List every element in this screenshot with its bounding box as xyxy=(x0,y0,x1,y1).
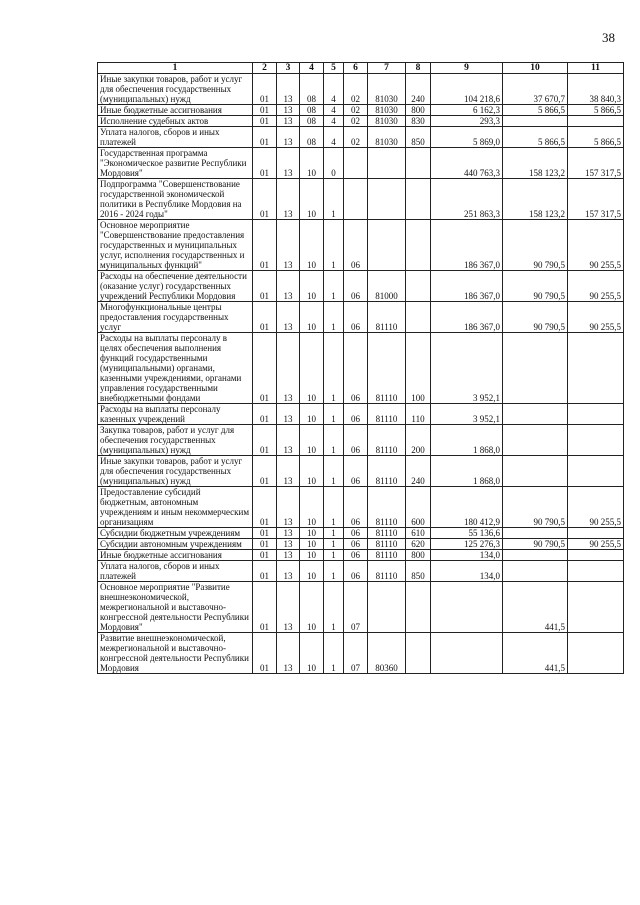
amount-cell-c10: 90 790,5 xyxy=(503,539,568,550)
amount-cell-c10: 5 866,5 xyxy=(503,127,568,148)
row-name: Предоставление субсидий бюджетным, автономным учреждениям и иным некоммерческим организациям xyxy=(100,487,250,527)
amount-cell-c11 xyxy=(568,425,624,456)
code-cell-c8: 110 xyxy=(406,404,431,425)
amount-cell-c9: 1 868,0 xyxy=(431,425,503,456)
amount-cell-c10: 90 790,5 xyxy=(503,302,568,333)
code-cell-c4: 10 xyxy=(300,582,324,633)
code-cell-c3: 13 xyxy=(277,550,300,561)
code-cell-c5: 1 xyxy=(324,404,344,425)
code-cell-c3: 13 xyxy=(277,333,300,404)
code-cell-c2: 01 xyxy=(253,271,277,302)
row-name: Расходы на выплаты персоналу в целях обеспечения выполнения функций государственными (муниципальными) органами, казенными учреждениями, органами управления государственными внебюджетными фондами xyxy=(100,333,242,403)
amount-cell-c9: 5 869,0 xyxy=(431,127,503,148)
amount-cell-c9: 293,3 xyxy=(431,116,503,127)
amount-cell-c10: 441,5 xyxy=(503,582,568,633)
code-cell-c4: 10 xyxy=(300,179,324,220)
code-cell-c3: 13 xyxy=(277,582,300,633)
page-number: 38 xyxy=(602,30,615,45)
amount-cell-c11: 157 317,5 xyxy=(568,148,624,179)
amount-cell-c9: 134,0 xyxy=(431,550,503,561)
code-cell-c5: 1 xyxy=(324,633,344,674)
column-header: 6 xyxy=(344,63,368,74)
code-cell-c2: 01 xyxy=(253,105,277,116)
code-cell-c2: 01 xyxy=(253,116,277,127)
column-header: 4 xyxy=(300,63,324,74)
code-cell-c7: 81110 xyxy=(368,404,406,425)
code-cell-c2: 01 xyxy=(253,220,277,271)
amount-cell-c9 xyxy=(431,582,503,633)
amount-cell-c9: 1 868,0 xyxy=(431,456,503,487)
code-cell-c4: 10 xyxy=(300,561,324,582)
amount-cell-c9: 440 763,3 xyxy=(431,148,503,179)
code-cell-c5: 0 xyxy=(324,148,344,179)
table-row xyxy=(98,220,624,271)
row-name: Уплата налогов, сборов и иных платежей xyxy=(100,127,220,147)
amount-cell-c10 xyxy=(503,561,568,582)
code-cell-c6: 02 xyxy=(344,105,368,116)
table-row xyxy=(98,333,624,404)
row-name: Исполнение судебных актов xyxy=(100,116,209,126)
code-cell-c5: 1 xyxy=(324,456,344,487)
code-cell-c6: 06 xyxy=(344,456,368,487)
amount-cell-c10: 37 670,7 xyxy=(503,74,568,105)
code-cell-c6: 06 xyxy=(344,271,368,302)
table-row xyxy=(98,127,624,148)
code-cell-c7: 80360 xyxy=(368,633,406,674)
table-row xyxy=(98,271,624,302)
table-row xyxy=(98,148,624,179)
amount-cell-c11 xyxy=(568,582,624,633)
table-row xyxy=(98,582,624,633)
code-cell-c5: 4 xyxy=(324,127,344,148)
code-cell-c8: 850 xyxy=(406,561,431,582)
amount-cell-c10 xyxy=(503,333,568,404)
column-header: 8 xyxy=(406,63,431,74)
amount-cell-c9: 180 412,9 xyxy=(431,487,503,528)
code-cell-c2: 01 xyxy=(253,633,277,674)
code-cell-c8: 600 xyxy=(406,487,431,528)
amount-cell-c10: 5 866,5 xyxy=(503,105,568,116)
code-cell-c5: 1 xyxy=(324,220,344,271)
amount-cell-c10 xyxy=(503,425,568,456)
code-cell-c6: 06 xyxy=(344,550,368,561)
column-header: 5 xyxy=(324,63,344,74)
amount-cell-c11: 90 255,5 xyxy=(568,271,624,302)
code-cell-c5: 1 xyxy=(324,561,344,582)
budget-table xyxy=(97,62,624,674)
row-name: Подпрограмма "Совершенствование государственной экономической политики в Республике Мордовия на 2016 - 2024 годы" xyxy=(100,179,242,219)
amount-cell-c9: 6 162,3 xyxy=(431,105,503,116)
code-cell-c6: 06 xyxy=(344,425,368,456)
amount-cell-c11 xyxy=(568,456,624,487)
table-row xyxy=(98,550,624,561)
row-name-cell xyxy=(98,582,253,633)
code-cell-c4: 10 xyxy=(300,550,324,561)
code-cell-c6: 06 xyxy=(344,302,368,333)
amount-cell-c9 xyxy=(431,633,503,674)
code-cell-c7: 81030 xyxy=(368,116,406,127)
code-cell-c8 xyxy=(406,271,431,302)
amount-cell-c9: 125 276,3 xyxy=(431,539,503,550)
code-cell-c8: 800 xyxy=(406,105,431,116)
code-cell-c8: 850 xyxy=(406,127,431,148)
code-cell-c7: 81030 xyxy=(368,74,406,105)
code-cell-c6: 06 xyxy=(344,561,368,582)
code-cell-c3: 13 xyxy=(277,302,300,333)
code-cell-c2: 01 xyxy=(253,404,277,425)
code-cell-c7: 81110 xyxy=(368,425,406,456)
code-cell-c8 xyxy=(406,302,431,333)
row-name: Иные бюджетные ассигнования xyxy=(100,550,222,560)
column-header: 10 xyxy=(503,63,568,74)
code-cell-c5: 1 xyxy=(324,528,344,539)
code-cell-c4: 10 xyxy=(300,404,324,425)
row-name-cell xyxy=(98,425,253,456)
code-cell-c5: 1 xyxy=(324,487,344,528)
amount-cell-c11: 90 255,5 xyxy=(568,487,624,528)
code-cell-c6: 06 xyxy=(344,220,368,271)
column-header: 11 xyxy=(568,63,624,74)
code-cell-c3: 13 xyxy=(277,105,300,116)
code-cell-c4: 10 xyxy=(300,302,324,333)
code-cell-c4: 10 xyxy=(300,220,324,271)
row-name-cell xyxy=(98,550,253,561)
code-cell-c3: 13 xyxy=(277,456,300,487)
amount-cell-c11: 90 255,5 xyxy=(568,220,624,271)
code-cell-c8: 620 xyxy=(406,539,431,550)
row-name-cell xyxy=(98,302,253,333)
code-cell-c7: 81000 xyxy=(368,271,406,302)
code-cell-c2: 01 xyxy=(253,550,277,561)
amount-cell-c11: 5 866,5 xyxy=(568,105,624,116)
code-cell-c8: 100 xyxy=(406,333,431,404)
row-name-cell xyxy=(98,220,253,271)
amount-cell-c10: 158 123,2 xyxy=(503,148,568,179)
amount-cell-c10: 90 790,5 xyxy=(503,271,568,302)
row-name: Субсидии автономным учреждениям xyxy=(100,539,242,549)
row-name: Многофункциональные центры предоставления государственных услуг xyxy=(100,302,229,332)
amount-cell-c9: 3 952,1 xyxy=(431,333,503,404)
code-cell-c8 xyxy=(406,582,431,633)
code-cell-c7 xyxy=(368,148,406,179)
table-row xyxy=(98,116,624,127)
code-cell-c5: 1 xyxy=(324,425,344,456)
code-cell-c6: 02 xyxy=(344,116,368,127)
code-cell-c5: 1 xyxy=(324,582,344,633)
amount-cell-c9: 134,0 xyxy=(431,561,503,582)
code-cell-c8: 800 xyxy=(406,550,431,561)
row-name-cell xyxy=(98,116,253,127)
amount-cell-c11 xyxy=(568,633,624,674)
code-cell-c3: 13 xyxy=(277,633,300,674)
code-cell-c8 xyxy=(406,148,431,179)
row-name: Развитие внешнеэкономической, межрегиональной и выставочно-конгрессной деятельности Республики Мордовия xyxy=(100,633,249,673)
row-name: Основное мероприятие "Совершенствование предоставления государственных и муниципальных услуг, исполнения государственных и муниципальных функций" xyxy=(100,220,245,270)
code-cell-c8: 200 xyxy=(406,425,431,456)
amount-cell-c11: 38 840,3 xyxy=(568,74,624,105)
row-name-cell xyxy=(98,333,253,404)
code-cell-c6: 06 xyxy=(344,487,368,528)
amount-cell-c10: 441,5 xyxy=(503,633,568,674)
table-row xyxy=(98,528,624,539)
row-name-cell xyxy=(98,179,253,220)
code-cell-c3: 13 xyxy=(277,179,300,220)
row-name: Основное мероприятие "Развитие внешнеэкономической, межрегиональной и выставочно-конгрессной деятельности Республики Мордовия" xyxy=(100,582,249,632)
code-cell-c6: 02 xyxy=(344,127,368,148)
row-name-cell xyxy=(98,404,253,425)
column-header: 1 xyxy=(98,63,253,74)
table-row xyxy=(98,302,624,333)
amount-cell-c10: 158 123,2 xyxy=(503,179,568,220)
table-row xyxy=(98,561,624,582)
code-cell-c2: 01 xyxy=(253,425,277,456)
code-cell-c6: 06 xyxy=(344,528,368,539)
code-cell-c3: 13 xyxy=(277,561,300,582)
code-cell-c6 xyxy=(344,179,368,220)
code-cell-c3: 13 xyxy=(277,487,300,528)
amount-cell-c10 xyxy=(503,116,568,127)
code-cell-c4: 10 xyxy=(300,487,324,528)
code-cell-c5: 4 xyxy=(324,116,344,127)
table-row xyxy=(98,404,624,425)
code-cell-c3: 13 xyxy=(277,116,300,127)
code-cell-c8: 240 xyxy=(406,74,431,105)
code-cell-c6: 06 xyxy=(344,539,368,550)
code-cell-c6: 02 xyxy=(344,74,368,105)
code-cell-c4: 08 xyxy=(300,105,324,116)
column-header: 3 xyxy=(277,63,300,74)
amount-cell-c10: 90 790,5 xyxy=(503,220,568,271)
amount-cell-c11: 90 255,5 xyxy=(568,302,624,333)
row-name-cell xyxy=(98,271,253,302)
code-cell-c7 xyxy=(368,179,406,220)
code-cell-c3: 13 xyxy=(277,220,300,271)
code-cell-c2: 01 xyxy=(253,561,277,582)
amount-cell-c9: 186 367,0 xyxy=(431,220,503,271)
code-cell-c2: 01 xyxy=(253,333,277,404)
code-cell-c4: 10 xyxy=(300,456,324,487)
code-cell-c4: 10 xyxy=(300,528,324,539)
code-cell-c5: 4 xyxy=(324,105,344,116)
table-row xyxy=(98,179,624,220)
row-name: Иные закупки товаров, работ и услуг для обеспечения государственных (муниципальных) нужд xyxy=(100,74,243,104)
amount-cell-c11: 90 255,5 xyxy=(568,539,624,550)
row-name: Расходы на обеспечение деятельности (оказание услуг) государственных учреждений Республики Мордовия xyxy=(100,271,247,301)
row-name: Уплата налогов, сборов и иных платежей xyxy=(100,561,220,581)
code-cell-c2: 01 xyxy=(253,127,277,148)
code-cell-c7: 81110 xyxy=(368,302,406,333)
code-cell-c7: 81030 xyxy=(368,127,406,148)
amount-cell-c9: 251 863,3 xyxy=(431,179,503,220)
row-name: Расходы на выплаты персоналу казенных учреждений xyxy=(100,404,221,424)
code-cell-c5: 1 xyxy=(324,302,344,333)
code-cell-c4: 08 xyxy=(300,74,324,105)
table-row xyxy=(98,425,624,456)
table-row xyxy=(98,456,624,487)
row-name-cell xyxy=(98,456,253,487)
amount-cell-c10 xyxy=(503,528,568,539)
code-cell-c2: 01 xyxy=(253,582,277,633)
code-cell-c5: 1 xyxy=(324,539,344,550)
code-cell-c3: 13 xyxy=(277,271,300,302)
table-header-row xyxy=(98,63,624,74)
row-name-cell xyxy=(98,561,253,582)
amount-cell-c11 xyxy=(568,561,624,582)
code-cell-c8 xyxy=(406,633,431,674)
row-name-cell xyxy=(98,528,253,539)
amount-cell-c9: 186 367,0 xyxy=(431,271,503,302)
amount-cell-c11 xyxy=(568,528,624,539)
column-header: 9 xyxy=(431,63,503,74)
amount-cell-c11 xyxy=(568,550,624,561)
amount-cell-c10 xyxy=(503,550,568,561)
amount-cell-c11 xyxy=(568,116,624,127)
code-cell-c8 xyxy=(406,179,431,220)
code-cell-c4: 10 xyxy=(300,333,324,404)
code-cell-c5: 1 xyxy=(324,550,344,561)
code-cell-c4: 10 xyxy=(300,271,324,302)
code-cell-c7: 81110 xyxy=(368,561,406,582)
code-cell-c3: 13 xyxy=(277,539,300,550)
row-name: Иные бюджетные ассигнования xyxy=(100,105,222,115)
amount-cell-c9: 186 367,0 xyxy=(431,302,503,333)
code-cell-c2: 01 xyxy=(253,179,277,220)
code-cell-c7 xyxy=(368,220,406,271)
code-cell-c8 xyxy=(406,220,431,271)
amount-cell-c11 xyxy=(568,333,624,404)
code-cell-c7: 81030 xyxy=(368,105,406,116)
row-name-cell xyxy=(98,74,253,105)
code-cell-c5: 4 xyxy=(324,74,344,105)
code-cell-c6: 07 xyxy=(344,633,368,674)
column-header: 7 xyxy=(368,63,406,74)
row-name-cell xyxy=(98,487,253,528)
code-cell-c4: 10 xyxy=(300,148,324,179)
code-cell-c2: 01 xyxy=(253,487,277,528)
code-cell-c3: 13 xyxy=(277,425,300,456)
code-cell-c4: 10 xyxy=(300,633,324,674)
code-cell-c3: 13 xyxy=(277,127,300,148)
code-cell-c8: 830 xyxy=(406,116,431,127)
code-cell-c5: 1 xyxy=(324,333,344,404)
code-cell-c2: 01 xyxy=(253,302,277,333)
row-name: Субсидии бюджетным учреждениям xyxy=(100,528,241,538)
row-name: Государственная программа "Экономическое развитие Республики Мордовия" xyxy=(100,148,247,178)
code-cell-c7: 81110 xyxy=(368,539,406,550)
code-cell-c2: 01 xyxy=(253,528,277,539)
table-body xyxy=(98,74,624,674)
code-cell-c7: 81110 xyxy=(368,528,406,539)
row-name-cell xyxy=(98,127,253,148)
code-cell-c7 xyxy=(368,582,406,633)
code-cell-c7: 81110 xyxy=(368,456,406,487)
code-cell-c2: 01 xyxy=(253,148,277,179)
amount-cell-c10: 90 790,5 xyxy=(503,487,568,528)
code-cell-c3: 13 xyxy=(277,528,300,539)
table-row xyxy=(98,487,624,528)
code-cell-c3: 13 xyxy=(277,74,300,105)
amount-cell-c9: 3 952,1 xyxy=(431,404,503,425)
code-cell-c4: 10 xyxy=(300,539,324,550)
code-cell-c6 xyxy=(344,148,368,179)
row-name: Иные закупки товаров, работ и услуг для обеспечения государственных (муниципальных) нужд xyxy=(100,456,243,486)
amount-cell-c11: 157 317,5 xyxy=(568,179,624,220)
code-cell-c5: 1 xyxy=(324,271,344,302)
code-cell-c7: 81110 xyxy=(368,550,406,561)
row-name-cell xyxy=(98,105,253,116)
table-row xyxy=(98,633,624,674)
row-name-cell xyxy=(98,148,253,179)
code-cell-c7: 81110 xyxy=(368,487,406,528)
code-cell-c2: 01 xyxy=(253,456,277,487)
amount-cell-c9: 104 218,6 xyxy=(431,74,503,105)
code-cell-c4: 10 xyxy=(300,425,324,456)
code-cell-c2: 01 xyxy=(253,74,277,105)
code-cell-c2: 01 xyxy=(253,539,277,550)
table-row xyxy=(98,74,624,105)
code-cell-c8: 240 xyxy=(406,456,431,487)
amount-cell-c11: 5 866,5 xyxy=(568,127,624,148)
row-name-cell xyxy=(98,633,253,674)
row-name-cell xyxy=(98,539,253,550)
amount-cell-c11 xyxy=(568,404,624,425)
code-cell-c4: 08 xyxy=(300,127,324,148)
code-cell-c7: 81110 xyxy=(368,333,406,404)
amount-cell-c10 xyxy=(503,456,568,487)
table-row xyxy=(98,105,624,116)
code-cell-c5: 1 xyxy=(324,179,344,220)
amount-cell-c10 xyxy=(503,404,568,425)
code-cell-c8: 610 xyxy=(406,528,431,539)
code-cell-c6: 06 xyxy=(344,404,368,425)
code-cell-c3: 13 xyxy=(277,404,300,425)
table-row xyxy=(98,539,624,550)
code-cell-c6: 06 xyxy=(344,333,368,404)
code-cell-c3: 13 xyxy=(277,148,300,179)
code-cell-c6: 07 xyxy=(344,582,368,633)
column-header: 2 xyxy=(253,63,277,74)
amount-cell-c9: 55 136,6 xyxy=(431,528,503,539)
code-cell-c4: 08 xyxy=(300,116,324,127)
row-name: Закупка товаров, работ и услуг для обеспечения государственных (муниципальных) нужд xyxy=(100,425,235,455)
